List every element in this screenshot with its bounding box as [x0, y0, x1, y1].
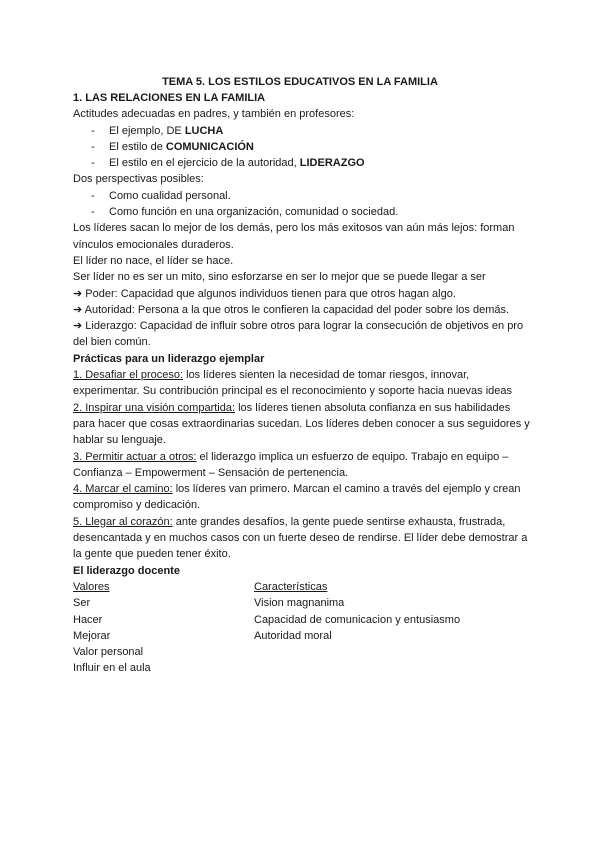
perspectives-intro: Dos perspectivas posibles:	[73, 173, 204, 186]
caracteristica-cell: Capacidad de comunicacion y entusiasmo	[254, 613, 461, 626]
practice-line: la gente que pueden tener éxito.	[73, 548, 231, 561]
paragraph-line: Ser líder no es ser un mito, sino esforzarse en ser lo mejor que se puede llegar a ser	[73, 271, 486, 284]
docente-row	[73, 644, 533, 660]
bullet-text: Como cualidad personal.	[109, 189, 231, 202]
valor-cell: Mejorar	[73, 629, 111, 642]
bullet-item	[73, 188, 533, 204]
bullet-text: Como función en una organización, comunidad o sociedad.	[109, 206, 399, 219]
practice-label: 3. Permitir actuar a otros:	[73, 450, 197, 463]
practice-line: Confianza – Empowerment – Sensación de pertenencia.	[73, 466, 349, 479]
practice-label: 5. Llegar al corazón:	[73, 515, 173, 528]
paragraph-line: ➔ Autoridad: Persona a la que otros le confieren la capacidad del poder sobre los demás.	[73, 303, 510, 316]
bullet-bold: LUCHA	[184, 124, 224, 137]
document-title: TEMA 5. LOS ESTILOS EDUCATIVOS EN LA FAMILIA	[162, 76, 438, 88]
dash-icon: -	[91, 157, 95, 170]
paragraph-line: del bien común.	[73, 336, 151, 349]
practice-label: 4. Marcar el camino:	[73, 483, 173, 496]
paragraph-line: Los líderes sacan lo mejor de los demás, pero los más exitosos van aún más lejos: forman	[73, 222, 515, 235]
caracteristica-cell: Autoridad moral	[254, 629, 332, 642]
practice-line: experimentar. Su contribución principal es el reconocimiento y soporte hacia nuevas ideas	[73, 385, 513, 398]
bullet-bold: COMUNICACIÓN	[165, 140, 254, 153]
paragraph-line: ➔ Poder: Capacidad que algunos individuos tienen para que otros hagan algo.	[73, 287, 456, 300]
valor-cell: Influir en el aula	[73, 662, 151, 675]
valor-cell: Hacer	[73, 613, 103, 626]
bullet-bold: LIDERAZGO	[299, 157, 365, 170]
bullet-text: El estilo de	[109, 140, 166, 153]
practice-text: los líderes van primero. Marcan el camino a través del ejemplo y crean	[172, 483, 521, 496]
practices-heading: Prácticas para un liderazgo ejemplar	[73, 352, 265, 365]
paragraph-line: El líder no nace, el líder se hace.	[73, 254, 234, 267]
bullet-item	[73, 123, 533, 139]
bullet-item	[73, 155, 533, 171]
dash-icon: -	[91, 189, 95, 202]
paragraph-line: vínculos emocionales duraderos.	[73, 238, 234, 251]
dash-icon: -	[91, 206, 95, 219]
caracteristicas-header: Características	[254, 580, 328, 593]
intro-line: Actitudes adecuadas en padres, y también en profesores:	[73, 108, 355, 121]
docente-row	[73, 595, 533, 611]
practice-label: 1. Desafiar el proceso:	[73, 369, 184, 382]
practice-line: hablar su lenguaje.	[73, 434, 166, 447]
docente-header-row	[73, 579, 533, 595]
valor-cell: Valor personal	[73, 646, 144, 659]
bullet-text: El estilo en el ejercicio de la autoridad,	[109, 157, 300, 170]
docente-heading: El liderazgo docente	[73, 564, 180, 577]
docente-row	[73, 660, 533, 676]
practice-item-first-line	[73, 367, 533, 383]
practice-text: los líderes tienen absoluta confianza en sus habilidades	[235, 401, 511, 414]
caracteristica-cell: Vision magnanima	[254, 597, 345, 610]
practice-text: los líderes sienten la necesidad de tomar riesgos, innovar,	[183, 369, 470, 382]
practice-line: compromiso y dedicación.	[73, 499, 201, 512]
practice-item-first-line	[73, 449, 533, 465]
practice-item-first-line	[73, 481, 533, 497]
valor-cell: Ser	[73, 597, 91, 610]
dash-icon: -	[91, 140, 95, 153]
docente-row	[73, 612, 533, 628]
dash-icon: -	[91, 124, 95, 137]
document-body	[73, 90, 533, 677]
practice-line: desencantada y en muchos casos con un fuerte deseo de rendirse. El líder debe demostrar a	[73, 532, 528, 545]
bullet-item	[73, 204, 533, 220]
practice-text: ante grandes desafíos, la gente puede sentirse exhausta, frustrada,	[172, 515, 506, 528]
practice-item-first-line	[73, 400, 533, 416]
valores-header: Valores	[73, 580, 110, 593]
bullet-item	[73, 139, 533, 155]
practice-label: 2. Inspirar una visión compartida:	[73, 401, 236, 414]
practice-line: para hacer que cosas extraordinarias sucedan. Los líderes deben conocer a sus seguidores y	[73, 417, 530, 430]
paragraph-line: ➔ Liderazgo: Capacidad de influir sobre otros para lograr la consecución de objetivos en pro	[73, 320, 524, 333]
practice-item-first-line	[73, 514, 533, 530]
docente-row	[73, 628, 533, 644]
section-heading: 1. LAS RELACIONES EN LA FAMILIA	[73, 92, 266, 104]
bullet-text: El ejemplo, DE	[109, 124, 185, 137]
practice-text: el liderazgo implica un esfuerzo de equipo. Trabajo en equipo –	[196, 450, 509, 463]
